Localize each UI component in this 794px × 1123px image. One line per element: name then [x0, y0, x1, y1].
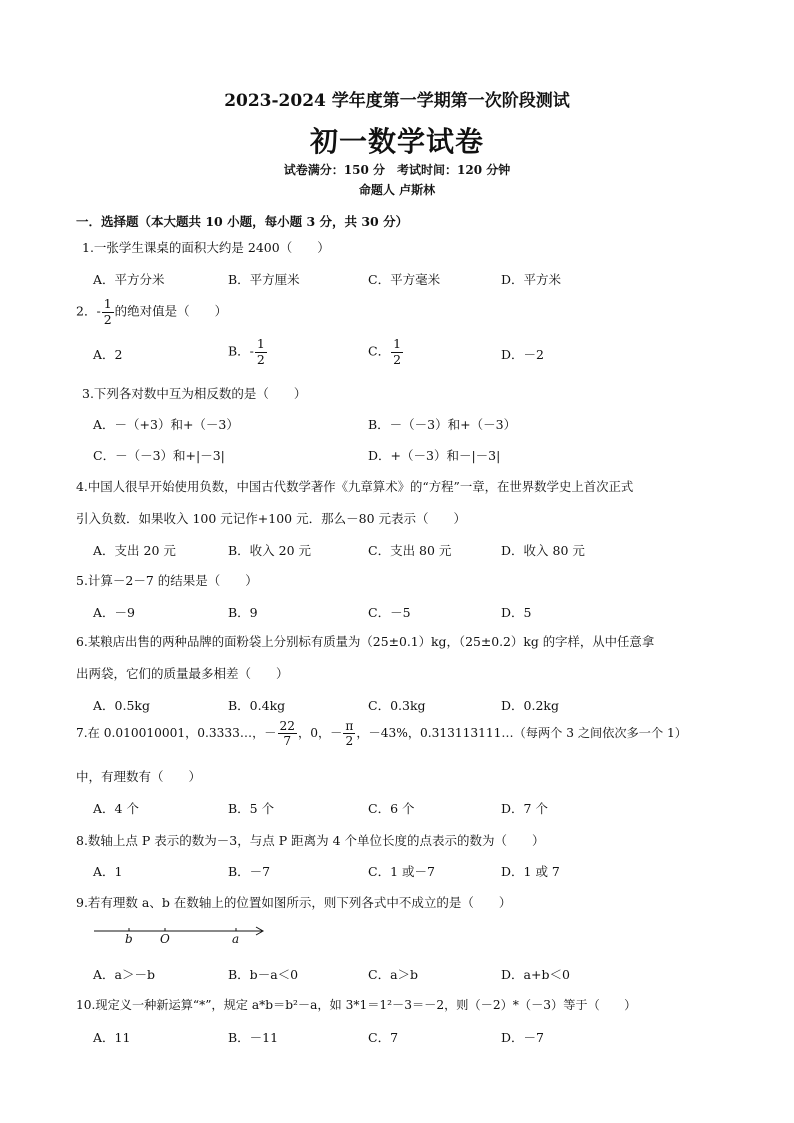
fraction-numerator: 1 — [256, 336, 265, 351]
question-4-stem-line1: 4.中国人很早开始使用负数，中国古代数学著作《九章算术》的“方程”一章，在世界数学史上首次正式 — [76, 479, 634, 494]
section-heading: 一．选择题（本大题共 10 小题，每小题 3 分，共 30 分） — [76, 214, 409, 229]
question-1-option-b: B．平方厘米 — [228, 272, 300, 287]
question-9-option-a: A．a＞－b — [93, 967, 155, 982]
question-2-stem — [76, 298, 227, 326]
question-5-option-c: C．－5 — [368, 605, 411, 620]
option-label: C． — [368, 343, 391, 359]
fraction-numerator: 1 — [393, 336, 402, 351]
question-10-stem: 10.现定义一种新运算“*”，规定 a*b＝b²－a，如 3*1＝1²－3＝－2，则（－2）*（－3）等于（ ） — [76, 998, 637, 1012]
question-8-option-c: C．1 或－7 — [368, 864, 435, 879]
question-1-option-d: D．平方米 — [501, 272, 562, 287]
question-6-option-a: A．0.5kg — [93, 698, 150, 713]
question-7-option-b: B．5 个 — [228, 801, 275, 816]
question-5-stem: 5.计算－2－7 的结果是（ ） — [76, 573, 258, 588]
question-3-stem: 3.下列各对数中互为相反数的是（ ） — [82, 386, 307, 401]
question-7-part2: ，0，－ — [298, 726, 343, 741]
question-7-option-c: C．6 个 — [368, 801, 415, 816]
fraction-denominator: 2 — [345, 734, 354, 749]
number-line-label-o: O — [160, 932, 170, 946]
question-3-option-b: B．－（－3）和+（－3） — [368, 417, 517, 432]
question-9-number-line — [92, 917, 272, 949]
question-4-option-d: D．收入 80 元 — [501, 543, 585, 558]
question-9-stem: 9.若有理数 a、b 在数轴上的位置如图所示，则下列各式中不成立的是（ ） — [76, 895, 512, 910]
question-7-fraction-1 — [278, 720, 298, 747]
question-7-fraction-2 — [343, 720, 355, 747]
fraction-denominator: 2 — [256, 351, 265, 367]
question-1-option-a: A．平方分米 — [93, 272, 165, 287]
option-b-fraction — [255, 338, 267, 366]
fraction-numerator: π — [345, 719, 354, 733]
question-5-option-b: B．9 — [228, 605, 258, 620]
number-line-label-b: b — [125, 932, 133, 946]
question-7-part3: ，－43%，0.313113111…（每两个 3 之间依次多一个 1） — [356, 726, 687, 741]
question-5-option-a: A．－9 — [93, 605, 135, 620]
question-7-option-a: A．4 个 — [93, 801, 139, 816]
fraction-denominator: 2 — [103, 311, 112, 327]
question-8-stem: 8.数轴上点 P 表示的数为－3，与点 P 距离为 4 个单位长度的点表示的数为（ ） — [76, 833, 545, 848]
question-1-option-c: C．平方毫米 — [368, 272, 441, 287]
question-9-option-c: C．a＞b — [368, 967, 419, 982]
question-5-option-d: D．5 — [501, 605, 532, 620]
number-line-label-a: a — [232, 932, 240, 946]
question-2-option-c — [368, 338, 404, 366]
question-2-option-b — [228, 338, 268, 366]
question-2-option-d: D．－2 — [501, 347, 544, 362]
question-8-option-a: A．1 — [93, 864, 123, 879]
question-2-stem-prefix: 2．- — [76, 303, 101, 319]
question-3-option-a: A．－（+3）和+（－3） — [93, 417, 239, 432]
number-line-svg — [92, 917, 272, 949]
fraction-numerator: 1 — [103, 296, 112, 311]
question-6-stem-line2: 出两袋，它们的质量最多相差（ ） — [76, 666, 289, 681]
question-8-option-b: B．－7 — [228, 864, 271, 879]
question-6-option-b: B．0.4kg — [228, 698, 286, 713]
question-2-fraction — [102, 298, 114, 326]
question-7-stem-line1 — [76, 720, 687, 747]
option-c-fraction — [391, 338, 403, 366]
question-6-option-c: C．0.3kg — [368, 698, 426, 713]
exam-author: 命题人 卢斯林 — [358, 183, 436, 197]
question-9-option-d: D．a+b＜0 — [501, 967, 570, 982]
question-4-option-a: A．支出 20 元 — [93, 543, 176, 558]
question-7-part1: 7.在 0.010010001，0.3333…，－ — [76, 726, 277, 741]
question-10-option-a: A．11 — [93, 1030, 131, 1045]
fraction-denominator: 7 — [283, 734, 292, 749]
fraction-denominator: 2 — [393, 351, 402, 367]
question-9-option-b: B．b－a＜0 — [228, 967, 299, 982]
question-10-option-d: D．－7 — [501, 1030, 544, 1045]
question-8-option-d: D．1 或 7 — [501, 864, 560, 879]
question-6-option-d: D．0.2kg — [501, 698, 559, 713]
fraction-numerator: 22 — [279, 719, 296, 733]
question-6-stem-line1: 6.某粮店出售的两种品牌的面粉袋上分别标有质量为（25±0.1）kg，（25±0.2）kg 的字样，从中任意拿 — [76, 634, 655, 649]
question-3-option-c: C．－（－3）和+|－3| — [93, 448, 225, 463]
question-10-option-b: B．－11 — [228, 1030, 279, 1045]
question-7-option-d: D．7 个 — [501, 801, 548, 816]
exam-title-line1: 2023-2024 学年度第一学期第一次阶段测试 — [224, 91, 570, 111]
question-4-option-b: B．收入 20 元 — [228, 543, 312, 558]
question-3-option-d: D．+（－3）和－|－3| — [368, 448, 501, 463]
question-7-stem-line2: 中，有理数有（ ） — [76, 769, 202, 784]
question-1-stem: 1.一张学生课桌的面积大约是 2400（ ） — [82, 240, 330, 255]
option-label: B．- — [228, 343, 254, 359]
question-2-stem-suffix: 的绝对值是（ ） — [114, 303, 228, 319]
question-10-option-c: C．7 — [368, 1030, 399, 1045]
question-4-option-c: C．支出 80 元 — [368, 543, 452, 558]
exam-meta: 试卷满分：150 分 考试时间：120 分钟 — [283, 163, 511, 177]
question-4-stem-line2: 引入负数．如果收入 100 元记作+100 元．那么－80 元表示（ ） — [76, 511, 466, 526]
question-2-option-a: A．2 — [93, 347, 123, 362]
exam-title-line2: 初一数学试卷 — [309, 125, 484, 158]
